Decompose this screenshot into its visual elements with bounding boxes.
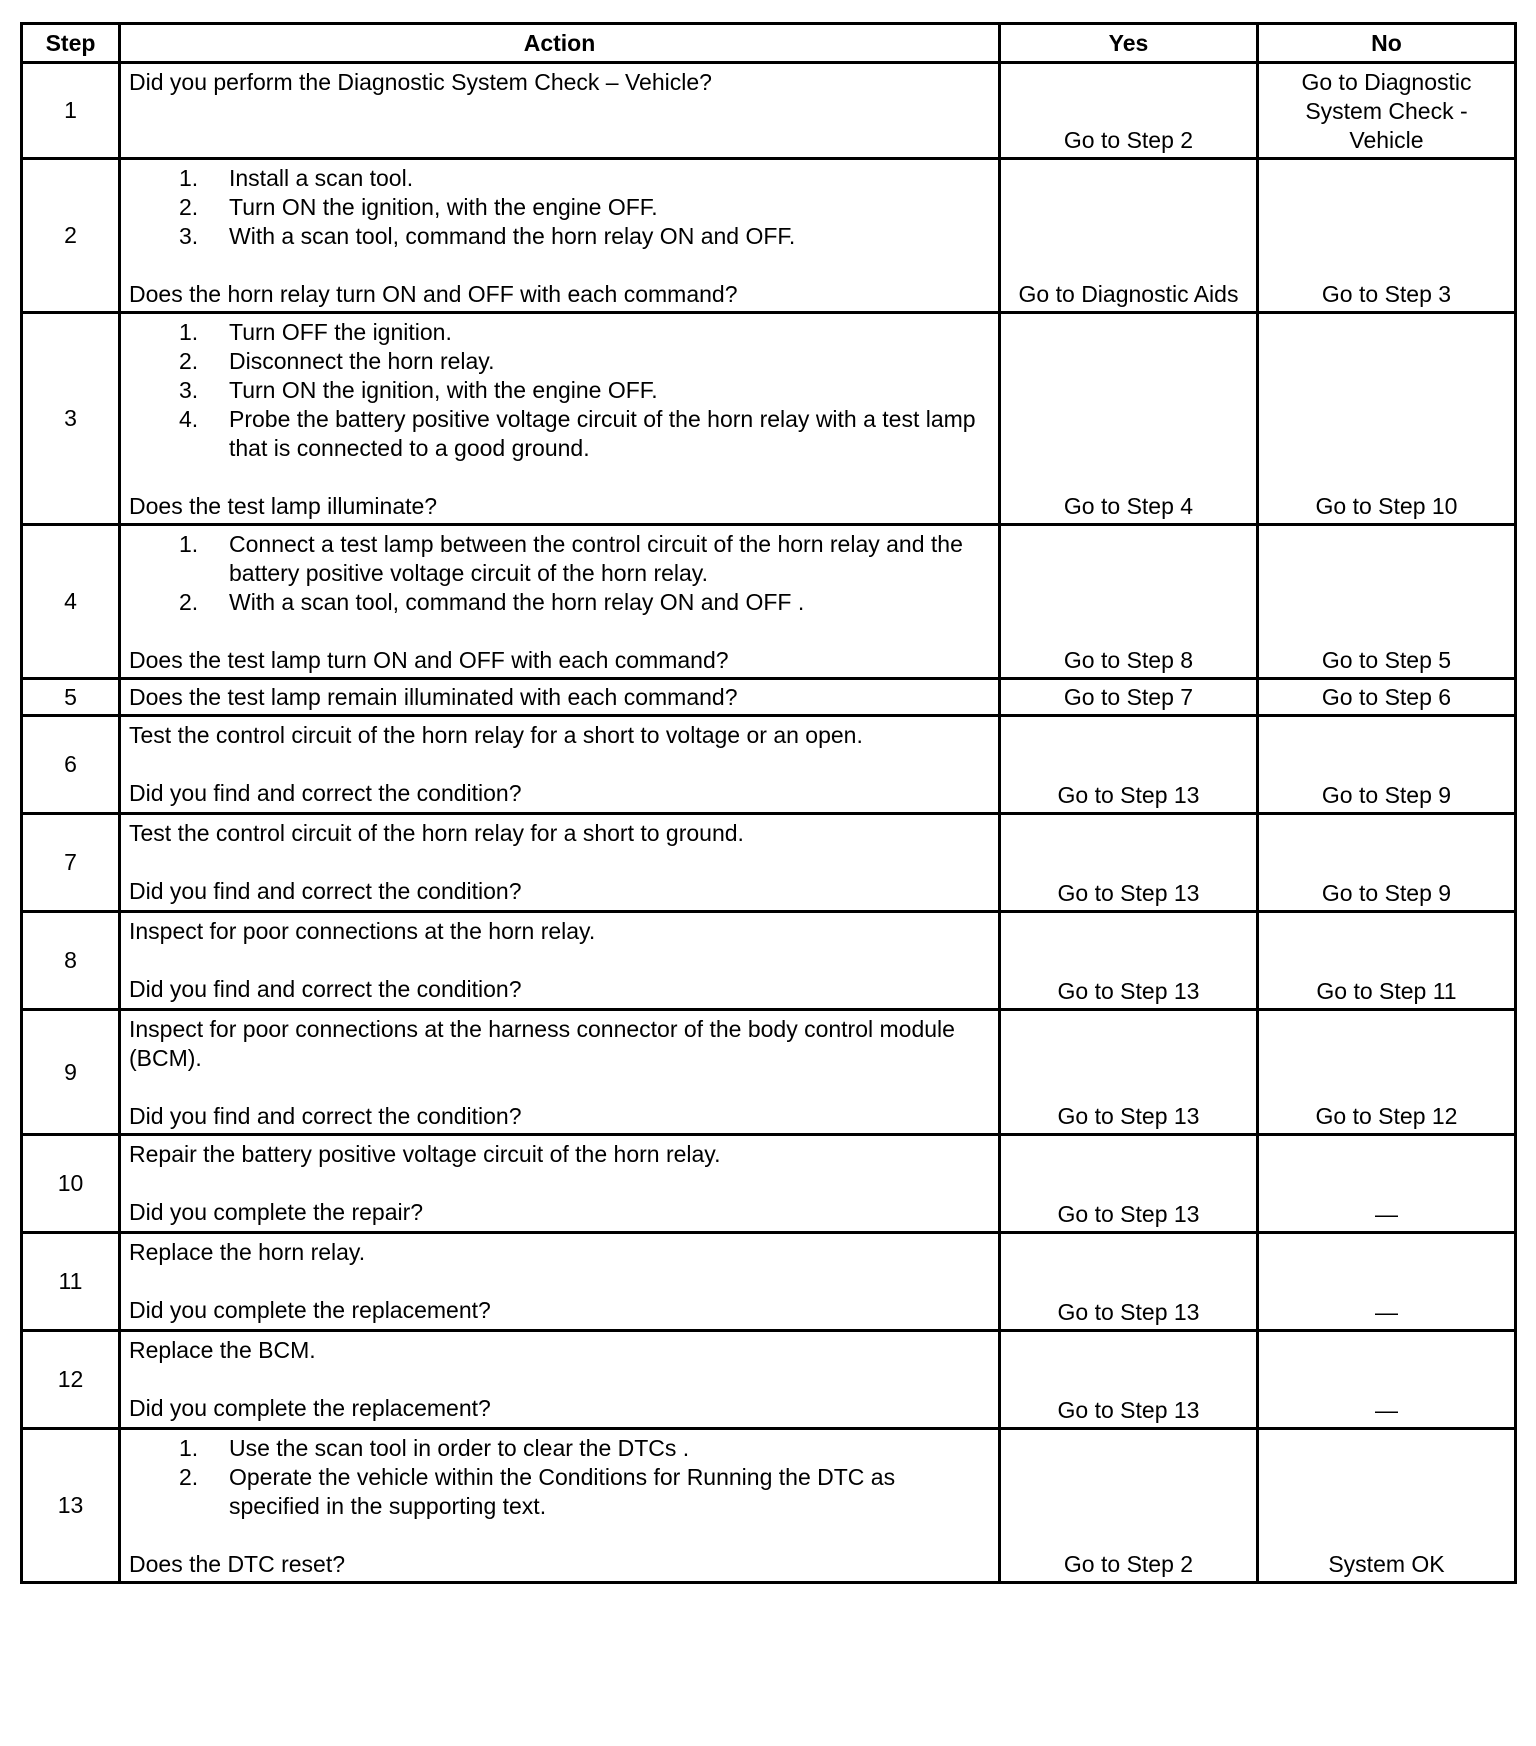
- substep-text: Operate the vehicle within the Conditions for Running the DTC as specified in the supporting text.: [229, 1464, 896, 1519]
- action-cell: [120, 1233, 1000, 1331]
- step-number: 8: [22, 912, 120, 1010]
- substep-number: 1.: [179, 319, 199, 345]
- table-row: [22, 1010, 1516, 1135]
- substep-number: 2.: [179, 589, 199, 615]
- yes-result: Go to Step 13: [1000, 1233, 1258, 1331]
- table-row: [22, 63, 1516, 159]
- substep-text: With a scan tool, command the horn relay ON and OFF .: [229, 589, 805, 615]
- no-result: Go to Step 12: [1258, 1010, 1516, 1135]
- action-instruction: Repair the battery positive voltage circuit of the horn relay.: [129, 1141, 721, 1167]
- step-number: 7: [22, 814, 120, 912]
- action-instruction: Inspect for poor connections at the harness connector of the body control module (BCM).: [129, 1016, 955, 1071]
- no-result: —: [1258, 1233, 1516, 1331]
- table-row: [22, 1429, 1516, 1583]
- action-instruction: Replace the horn relay.: [129, 1239, 366, 1265]
- substep-number: 2.: [179, 1464, 199, 1490]
- substep-item: [129, 318, 990, 347]
- action-question: Did you complete the replacement?: [129, 1395, 491, 1421]
- substep-text: Install a scan tool.: [229, 165, 414, 191]
- action-cell: [120, 1429, 1000, 1583]
- no-result: —: [1258, 1331, 1516, 1429]
- substep-item: [129, 222, 990, 251]
- substep-number: 2.: [179, 194, 199, 220]
- action-question: Did you find and correct the condition?: [129, 976, 522, 1002]
- no-result: System OK: [1258, 1429, 1516, 1583]
- step-number: 3: [22, 313, 120, 525]
- substep-text: Turn ON the ignition, with the engine OFF.: [229, 377, 658, 403]
- substep-item: [129, 376, 990, 405]
- substep-text: With a scan tool, command the horn relay ON and OFF.: [229, 223, 796, 249]
- substep-item: [129, 347, 990, 376]
- yes-result: Go to Step 13: [1000, 814, 1258, 912]
- yes-result: Go to Step 7: [1000, 679, 1258, 716]
- action-substeps: [129, 1434, 990, 1521]
- no-result: —: [1258, 1135, 1516, 1233]
- action-question: Did you find and correct the condition?: [129, 878, 522, 904]
- substep-number: 1.: [179, 165, 199, 191]
- action-question: Does the test lamp remain illuminated with each command?: [129, 683, 738, 710]
- action-cell: [120, 159, 1000, 313]
- action-question: Does the test lamp turn ON and OFF with each command?: [129, 647, 729, 673]
- substep-item: [129, 1463, 990, 1521]
- no-result: Go to Diagnostic System Check - Vehicle: [1258, 63, 1516, 159]
- yes-result: Go to Step 13: [1000, 1331, 1258, 1429]
- yes-result: Go to Step 2: [1000, 1429, 1258, 1583]
- action-instruction: Replace the BCM.: [129, 1337, 316, 1363]
- substep-text: Disconnect the horn relay.: [229, 348, 495, 374]
- substep-text: Turn OFF the ignition.: [229, 319, 452, 345]
- action-substeps: [129, 530, 990, 617]
- action-instruction: Inspect for poor connections at the horn relay.: [129, 918, 596, 944]
- step-number: 11: [22, 1233, 120, 1331]
- substep-number: 1.: [179, 1435, 199, 1461]
- header-no: No: [1258, 24, 1516, 63]
- action-cell: [120, 63, 1000, 159]
- action-cell: [120, 1331, 1000, 1429]
- action-question: Did you find and correct the condition?: [129, 1103, 522, 1129]
- step-number: 4: [22, 525, 120, 679]
- substep-item: [129, 193, 990, 222]
- diagnostic-table-container: [20, 22, 1514, 1584]
- table-row: [22, 912, 1516, 1010]
- yes-result: Go to Step 13: [1000, 1135, 1258, 1233]
- table-row: [22, 159, 1516, 313]
- step-number: 1: [22, 63, 120, 159]
- action-question: Does the test lamp illuminate?: [129, 493, 438, 519]
- table-row: [22, 716, 1516, 814]
- yes-result: Go to Step 8: [1000, 525, 1258, 679]
- no-result: Go to Step 3: [1258, 159, 1516, 313]
- substep-text: Connect a test lamp between the control circuit of the horn relay and the battery positive voltage circuit of the horn relay.: [229, 531, 963, 586]
- yes-result: Go to Diagnostic Aids: [1000, 159, 1258, 313]
- yes-result: Go to Step 13: [1000, 716, 1258, 814]
- no-result: Go to Step 10: [1258, 313, 1516, 525]
- table-row: [22, 814, 1516, 912]
- step-number: 2: [22, 159, 120, 313]
- substep-item: [129, 530, 990, 588]
- substep-number: 3.: [179, 377, 199, 403]
- action-cell: [120, 679, 1000, 716]
- table-row: [22, 1331, 1516, 1429]
- table-row: [22, 313, 1516, 525]
- substep-item: [129, 1434, 990, 1463]
- action-cell: [120, 814, 1000, 912]
- header-yes: Yes: [1000, 24, 1258, 63]
- diagnostic-table: [20, 22, 1517, 1584]
- substep-item: [129, 588, 990, 617]
- substep-number: 3.: [179, 223, 199, 249]
- table-body: [22, 63, 1516, 1583]
- action-question: Did you find and correct the condition?: [129, 780, 522, 806]
- no-result: Go to Step 9: [1258, 716, 1516, 814]
- action-instruction: Test the control circuit of the horn relay for a short to voltage or an open.: [129, 722, 863, 748]
- yes-result: Go to Step 13: [1000, 912, 1258, 1010]
- table-row: [22, 1233, 1516, 1331]
- action-cell: [120, 1135, 1000, 1233]
- substep-number: 2.: [179, 348, 199, 374]
- header-step: Step: [22, 24, 120, 63]
- step-number: 6: [22, 716, 120, 814]
- table-row: [22, 1135, 1516, 1233]
- action-question: Did you perform the Diagnostic System Check – Vehicle?: [129, 69, 712, 95]
- no-result: Go to Step 11: [1258, 912, 1516, 1010]
- substep-text: Turn ON the ignition, with the engine OFF.: [229, 194, 658, 220]
- action-substeps: [129, 318, 990, 463]
- substep-item: [129, 164, 990, 193]
- substep-item: [129, 405, 990, 463]
- substep-text: Use the scan tool in order to clear the DTCs .: [229, 1435, 690, 1461]
- step-number: 9: [22, 1010, 120, 1135]
- action-cell: [120, 313, 1000, 525]
- table-row: [22, 525, 1516, 679]
- yes-result: Go to Step 4: [1000, 313, 1258, 525]
- action-cell: [120, 525, 1000, 679]
- table-header-row: [22, 24, 1516, 63]
- step-number: 12: [22, 1331, 120, 1429]
- action-cell: [120, 1010, 1000, 1135]
- action-question: Does the DTC reset?: [129, 1551, 346, 1577]
- yes-result: Go to Step 2: [1000, 63, 1258, 159]
- substep-number: 1.: [179, 531, 199, 557]
- table-row: [22, 679, 1516, 716]
- substep-text: Probe the battery positive voltage circuit of the horn relay with a test lamp that is connected to a good ground.: [229, 406, 976, 461]
- action-cell: [120, 912, 1000, 1010]
- yes-result: Go to Step 13: [1000, 1010, 1258, 1135]
- no-result: Go to Step 6: [1258, 679, 1516, 716]
- no-result: Go to Step 5: [1258, 525, 1516, 679]
- step-number: 13: [22, 1429, 120, 1583]
- substep-number: 4.: [179, 406, 199, 432]
- action-cell: [120, 716, 1000, 814]
- action-question: Did you complete the repair?: [129, 1199, 424, 1225]
- no-result: Go to Step 9: [1258, 814, 1516, 912]
- action-question: Does the horn relay turn ON and OFF with each command?: [129, 281, 738, 307]
- action-substeps: [129, 164, 990, 251]
- step-number: 10: [22, 1135, 120, 1233]
- step-number: 5: [22, 679, 120, 716]
- action-instruction: Test the control circuit of the horn relay for a short to ground.: [129, 820, 744, 846]
- header-action: Action: [120, 24, 1000, 63]
- action-question: Did you complete the replacement?: [129, 1297, 491, 1323]
